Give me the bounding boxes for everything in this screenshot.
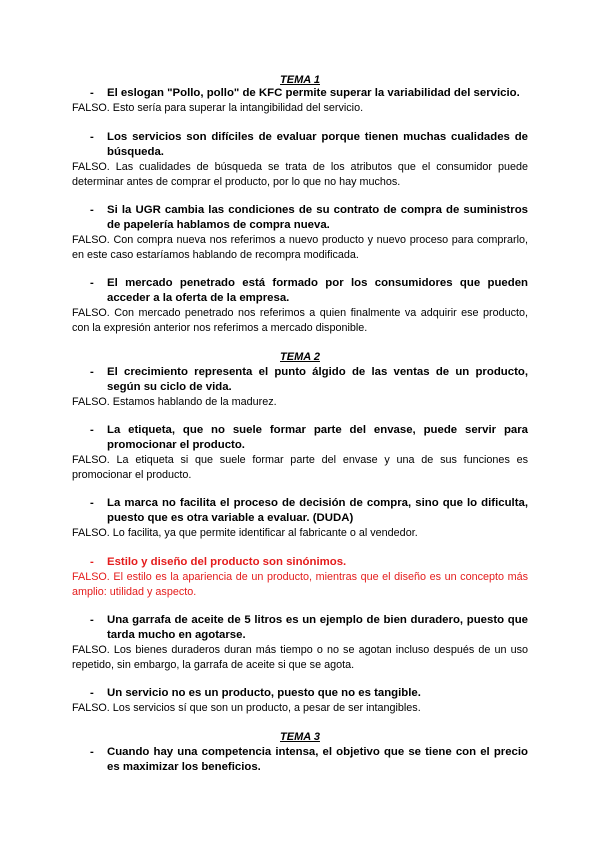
bullet-dash: - [90, 204, 94, 216]
question-block-9 [0, 613, 600, 673]
question-text: Estilo y diseño del producto son sinónimos. [107, 556, 347, 568]
tema-title: TEMA 3 [280, 731, 320, 743]
bullet-dash: - [90, 746, 94, 758]
question-text: Una garrafa de aceite de 5 litros es un ejemplo de bien duradero, puesto que tarda mucho en agotarse. [107, 614, 528, 641]
answer-text: FALSO. Con mercado penetrado nos referimos a quien finalmente va adquirir ese producto, con la expresión anterior nos referimos a mercado disponible. [72, 307, 528, 334]
tema-title: TEMA 2 [280, 351, 320, 363]
question-text: Un servicio no es un producto, puesto que no es tangible. [107, 687, 421, 699]
bullet-dash: - [90, 131, 94, 143]
bullet-dash: - [90, 424, 94, 436]
bullet-dash: - [90, 87, 94, 99]
question-block-3 [0, 203, 600, 263]
question-block-5 [0, 365, 600, 410]
answer-text: FALSO. Los servicios sí que son un producto, a pesar de ser intangibles. [72, 702, 421, 714]
answer-text: FALSO. El estilo es la apariencia de un producto, mientras que el diseño es un concepto más amplio: utilidad y aspecto. [72, 571, 528, 598]
answer-text: FALSO. Las cualidades de búsqueda se trata de los atributos que el consumidor puede determinar antes de comprar el producto, por lo que no hay muchos. [72, 161, 528, 188]
answer-text: FALSO. Con compra nueva nos referimos a nuevo producto y nuevo proceso para comprarlo, en este caso estaríamos hablando de recompra modificada. [72, 234, 528, 261]
question-block-1 [0, 86, 600, 116]
question-text: Si la UGR cambia las condiciones de su contrato de compra de suministros de papelería hablamos de compra nueva. [107, 204, 528, 231]
question-text: El eslogan "Pollo, pollo" de KFC permite superar la variabilidad del servicio. [107, 87, 520, 99]
question-text: El crecimiento representa el punto álgido de las ventas de un producto, según su ciclo de vida. [107, 366, 528, 393]
bullet-dash: - [90, 556, 94, 568]
question-text: El mercado penetrado está formado por los consumidores que pueden acceder a la oferta de la empresa. [107, 277, 528, 304]
tema-3-heading [0, 730, 600, 744]
bullet-dash: - [90, 497, 94, 509]
answer-text: FALSO. La etiqueta si que suele formar parte del envase y una de sus funciones es promocionar el producto. [72, 454, 528, 481]
question-block-10 [0, 686, 600, 716]
tema-title: TEMA 1 [280, 74, 320, 86]
bullet-dash: - [90, 614, 94, 626]
question-block-11 [0, 745, 600, 775]
bullet-dash: - [90, 277, 94, 289]
question-block-8 [0, 555, 600, 600]
question-text: La etiqueta, que no suele formar parte del envase, puede servir para promocionar el producto. [107, 424, 528, 451]
bullet-dash: - [90, 687, 94, 699]
bullet-dash: - [90, 366, 94, 378]
answer-text: FALSO. Estamos hablando de la madurez. [72, 396, 277, 408]
question-text: Los servicios son difíciles de evaluar porque tienen muchas cualidades de búsqueda. [107, 131, 528, 158]
question-text: Cuando hay una competencia intensa, el objetivo que se tiene con el precio es maximizar los beneficios. [107, 746, 528, 773]
tema-1-heading [0, 73, 600, 87]
question-block-7 [0, 496, 600, 541]
tema-2-heading [0, 350, 600, 364]
question-block-6 [0, 423, 600, 483]
answer-text: FALSO. Esto sería para superar la intangibilidad del servicio. [72, 102, 364, 114]
question-block-2 [0, 130, 600, 190]
question-text: La marca no facilita el proceso de decisión de compra, sino que lo dificulta, puesto que es otra variable a evaluar. (DUDA) [107, 497, 528, 524]
answer-text: FALSO. Los bienes duraderos duran más tiempo o no se agotan incluso después de un uso repetido, sin embargo, la garrafa de aceite si que se agota. [72, 644, 528, 671]
question-block-4 [0, 276, 600, 336]
answer-text: FALSO. Lo facilita, ya que permite identificar al fabricante o al vendedor. [72, 527, 418, 539]
